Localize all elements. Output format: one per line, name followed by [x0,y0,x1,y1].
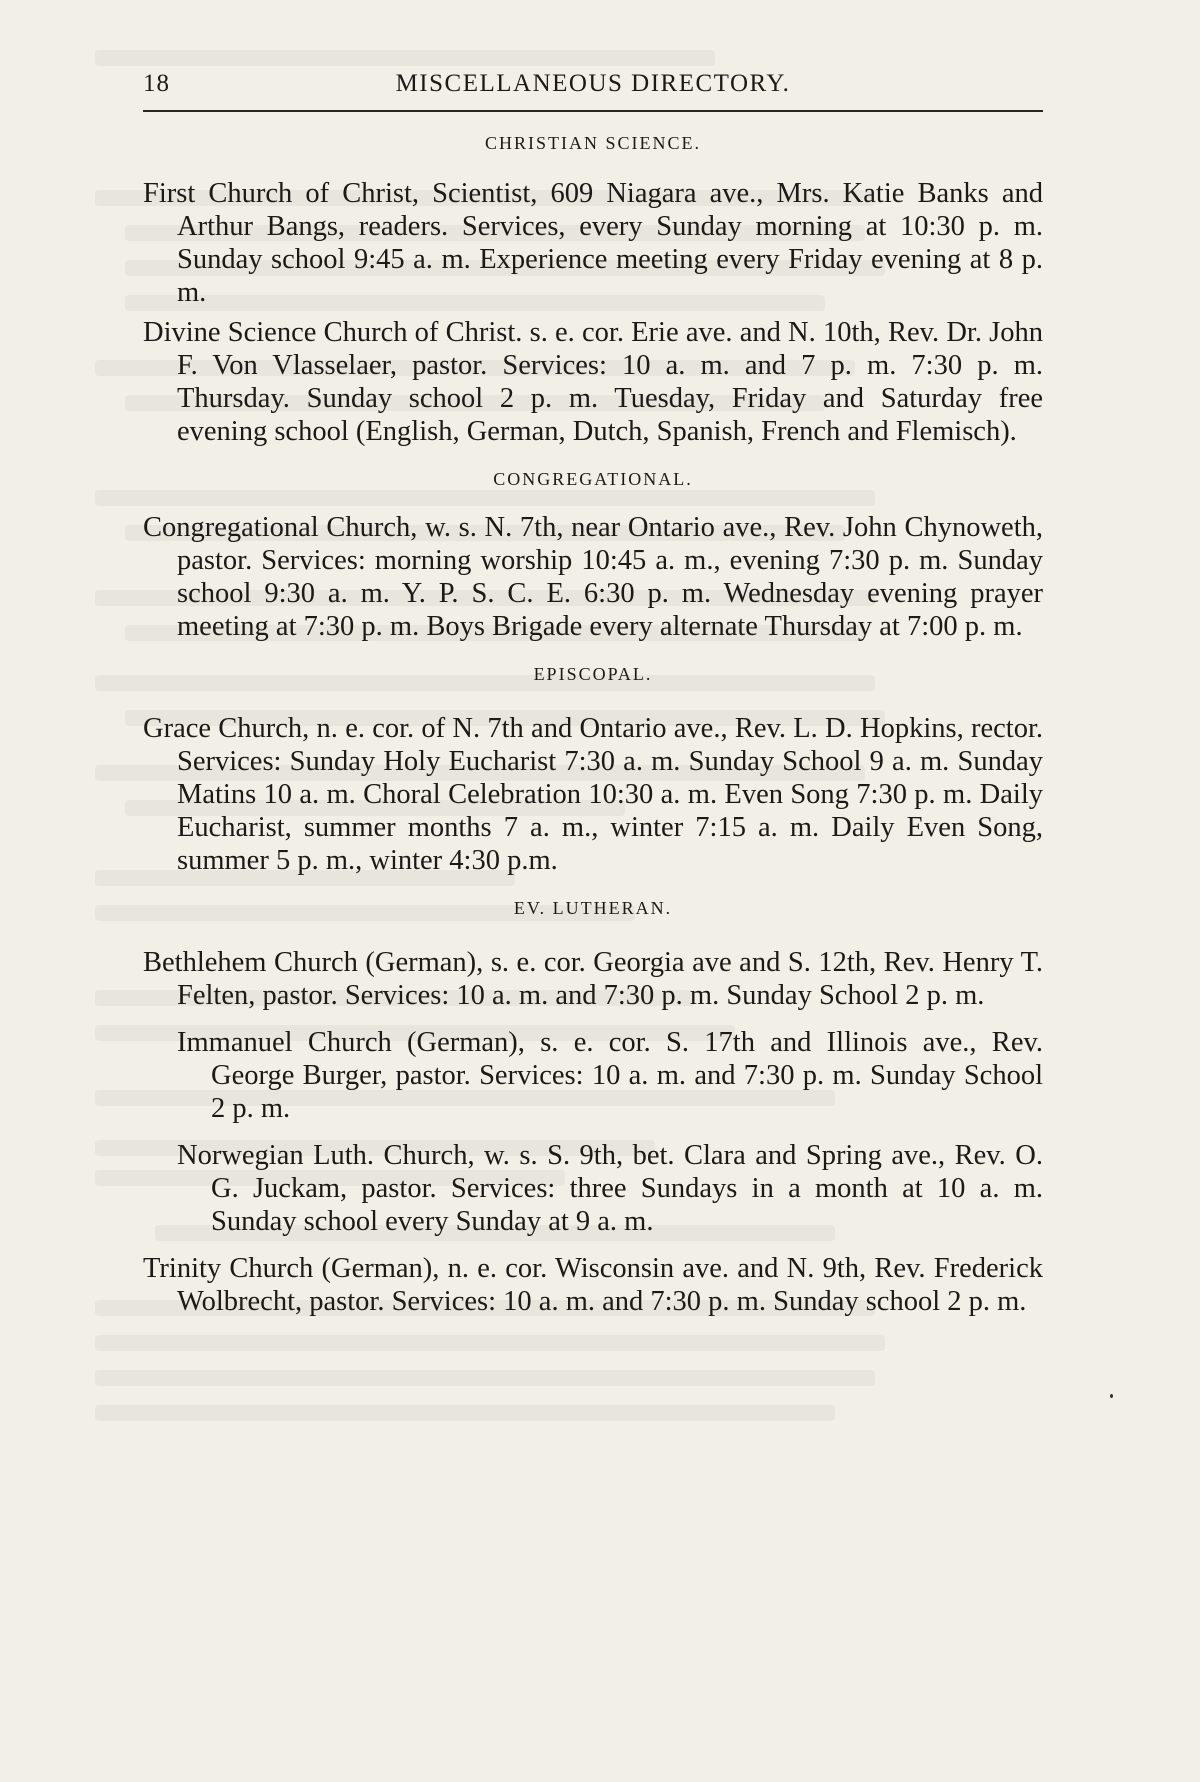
entry-first-church-of-christ-scientist: First Church of Christ, Scientist, 609 Niagara ave., Mrs. Katie Banks and Arthur Bangs, readers. Services, every Sunday morning at 10:30 p. m. Sunday school 9:45 a. m. Experience meeting every Friday evening at 8 p. m. [143,178,1043,308]
ink-speck [1110,1394,1113,1398]
page-header [143,70,1043,112]
entry-grace-church: Grace Church, n. e. cor. of N. 7th and Ontario ave., Rev. L. D. Hopkins, rector. Services: Sunday Holy Eucharist 7:30 a. m. Sunday School 9 a. m. Sunday Matins 10 a. m. Choral Celebration 10:30 a. m. Even Song 7:30 p. m. Daily Eucharist, summer months 7 a. m., winter 7:15 a. m. Daily Even Song, summer 5 p. m., winter 4:30 p.m. [143,713,1043,876]
entry-trinity-church: Trinity Church (German), n. e. cor. Wisconsin ave. and N. 9th, Rev. Frederick Wolbrecht, pastor. Services: 10 a. m. and 7:30 p. m. Sunday school 2 p. m. [143,1253,1043,1317]
directory-content [143,133,1043,1318]
section-heading-christian-science: CHRISTIAN SCIENCE. [484,133,701,153]
entry-divine-science-church: Divine Science Church of Christ. s. e. cor. Erie ave. and N. 10th, Rev. Dr. John F. Von Vlasselaer, pastor. Services: 10 a. m. and 7 p. m. 7:30 p. m. Thursday. Sunday school 2 p. m. Tuesday, Friday and Saturday free evening school (English, German, Dutch, Spanish, French and Flemisch). [143,317,1043,447]
entry-immanuel-church: Immanuel Church (German), s. e. cor. S. 17th and Illinois ave., Rev. George Burger, pastor. Services: 10 a. m. and 7:30 p. m. Sunday School 2 p. m. [177,1027,1043,1124]
section-heading-congregational: CONGREGATIONAL. [493,469,693,489]
page-number: 18 [143,70,170,97]
entry-norwegian-luth-church: Norwegian Luth. Church, w. s. S. 9th, bet. Clara and Spring ave., Rev. O. G. Juckam, pastor. Services: three Sundays in a month at 10 a. m. Sunday school every Sunday at 9 a. m. [177,1140,1043,1237]
entry-congregational-church: Congregational Church, w. s. N. 7th, near Ontario ave., Rev. John Chynoweth, pastor. Services: morning worship 10:45 a. m., evening 7:30 p. m. Sunday school 9:30 a. m. Y. P. S. C. E. 6:30 p. m. Wednesday evening prayer meeting at 7:30 p. m. Boys Brigade every alternate Thursday at 7:00 p. m. [143,512,1043,642]
section-heading-ev-lutheran: EV. LUTHERAN. [513,898,673,918]
section-heading-episcopal: EPISCOPAL. [533,664,653,684]
entry-bethlehem-church: Bethlehem Church (German), s. e. cor. Georgia ave and S. 12th, Rev. Henry T. Felten, pastor. Services: 10 a. m. and 7:30 p. m. Sunday School 2 p. m. [143,947,1043,1011]
running-head: MISCELLANEOUS DIRECTORY. [395,70,791,97]
header-rule [143,110,1043,112]
